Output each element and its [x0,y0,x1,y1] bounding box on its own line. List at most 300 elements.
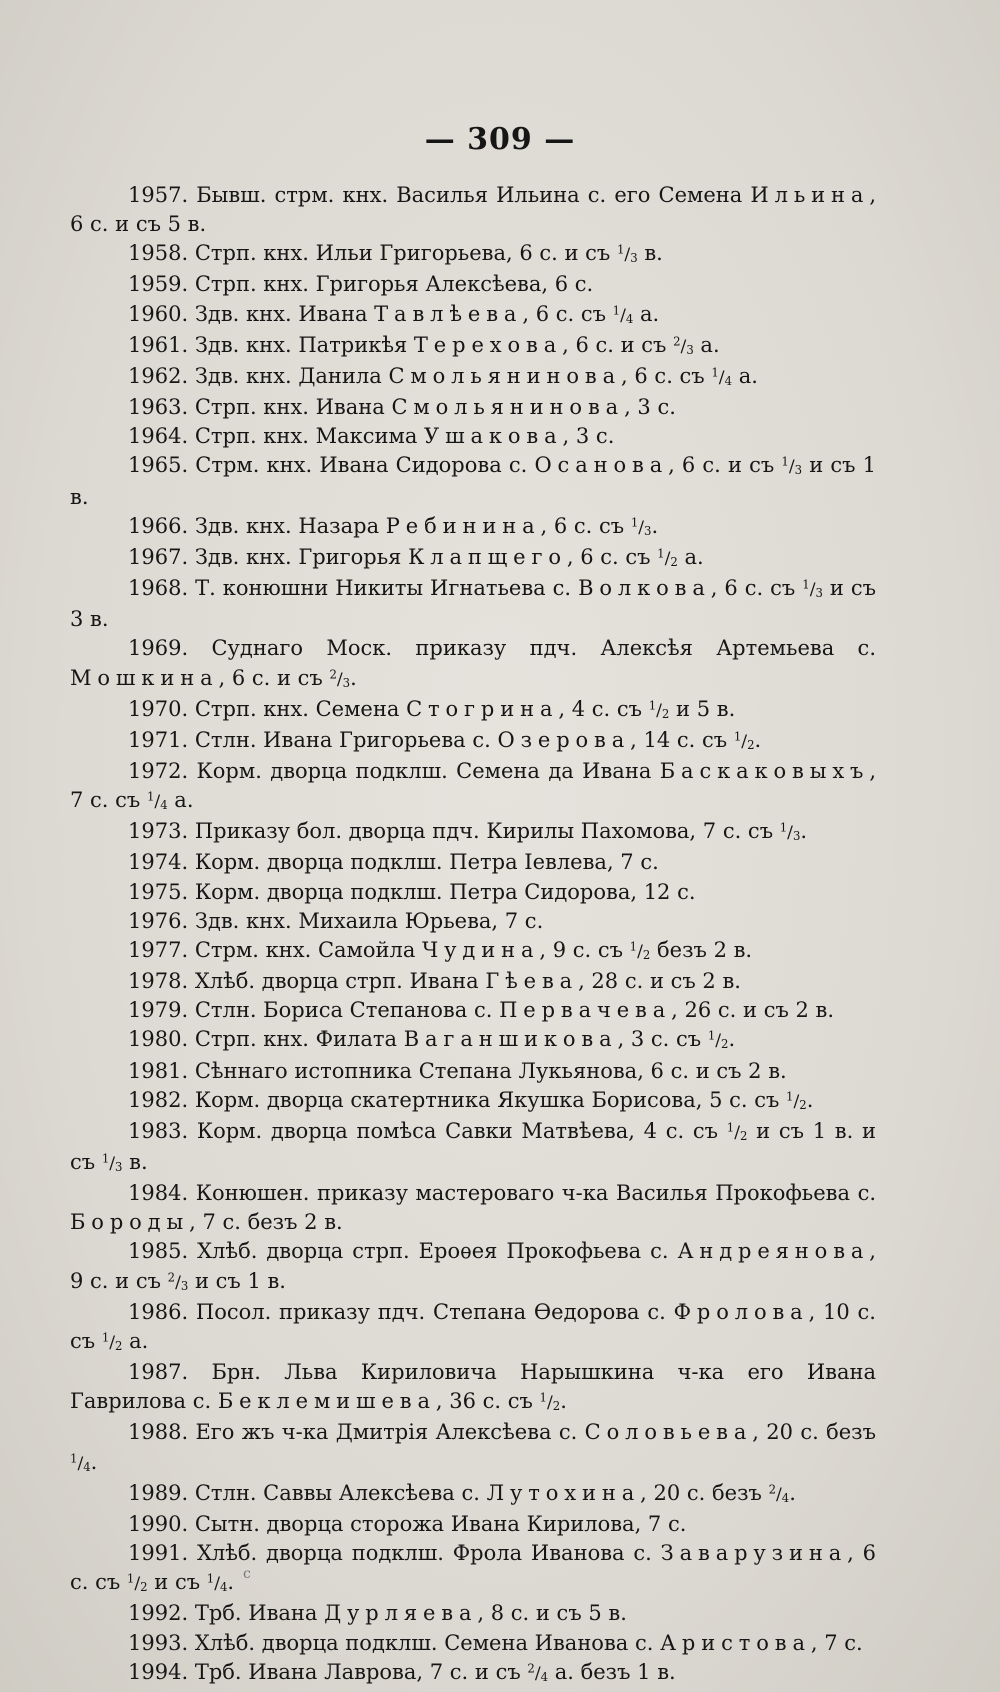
spaced-surname: Бороды [70,1210,190,1235]
entry-text: Хлѣб. дворца подклш. Семена Иванова с. [194,1630,661,1655]
entry-text: Хлѣб. дворца стрп. Ероѳея Прокофьева с. [197,1239,678,1264]
entry-text: , 20 с. безъ [752,1420,876,1445]
fraction [616,242,638,266]
fraction-denominator: 3 [630,251,638,266]
entry-1967 [70,543,876,574]
entry-text: в. [122,1150,148,1174]
spaced-surname: Стогрина [406,696,559,721]
fraction-denominator: 3 [644,523,652,538]
entry-number: 1978. [128,969,189,994]
fraction-slash: / [109,1154,116,1174]
entry-text: безъ 2 в. [650,937,753,962]
spaced-surname: Фролова [673,1299,809,1324]
fraction-denominator: 2 [670,554,678,569]
entry-text: , 6 с. съ [710,576,803,601]
entry-text: , 9 с. съ [539,937,630,962]
entry-number: 1958. [128,241,189,266]
fraction-denominator: 3 [180,1278,189,1293]
fraction [648,698,670,721]
entry-1965 [70,451,876,511]
entry-text: , 3 с. [624,395,676,420]
entry-1964 [70,422,876,451]
entry-text: Стрп. кнх. Григорья Алексѣева, 6 с. [194,272,594,297]
fraction-denominator: 3 [794,463,803,478]
entry-text: Стлн. Саввы Алексѣева с. [194,1480,487,1505]
entry-text: , 14 с. съ [630,727,734,752]
fraction-slash: / [809,580,816,601]
fraction-numerator: 2 [329,667,337,682]
entry-text: Бывш. стрм. кнх. Василья Ильина с. его Семена [196,183,751,207]
fraction [527,1661,549,1684]
fraction [802,577,823,601]
fraction-slash: / [175,1272,181,1293]
entry-text: Трб. Ивана Лаврова, 7 с. и съ [194,1659,528,1684]
entry-1993 [70,1629,876,1658]
fraction-slash: / [637,941,643,962]
entry-1984 [70,1179,876,1237]
entry-text: , 6 с. и съ 5 в. [70,183,876,237]
entry-text: , 6 с. съ [566,544,658,569]
entry-text: Стрп. кнх. Ильи Григорьева, 6 с. и съ [194,241,617,266]
entry-text: . [806,1087,814,1112]
entry-number: 1968. [128,576,189,601]
spaced-surname: Ильина [750,183,870,207]
entry-number: 1967. [128,544,189,569]
entry-text: , 6 с. и съ [668,453,782,478]
entry-1988 [70,1418,876,1478]
fraction-denominator: 2 [739,1128,748,1143]
spaced-surname: Волкова [578,576,711,601]
fraction [126,1571,148,1595]
fraction [630,515,652,538]
entry-number: 1988. [128,1420,189,1445]
entry-text: , 6 с. съ [621,363,712,388]
entry-number: 1971. [128,727,189,752]
fraction [707,1028,729,1052]
entry-1975 [70,878,876,907]
spaced-surname: Первачева [499,998,672,1023]
fraction-denominator: 2 [642,947,651,962]
fraction-slash: / [664,548,671,569]
entry-text: Сытн. дворца сторожа Ивана Кирилова, 7 с. [194,1511,687,1536]
spaced-surname: Тавлѣева [374,301,523,326]
entry-text: . [560,1389,567,1414]
entry-number: 1966. [128,513,189,538]
entry-text: а. [732,363,758,388]
entry-text: , 9 с. и съ [70,1239,876,1293]
entry-text: . [728,1027,736,1052]
fraction-denominator: 3 [792,829,801,844]
entry-text: Корм. дворца подклш. Петра Сидорова, 12 с. [194,879,696,904]
fraction-numerator: 1 [539,1390,547,1405]
fraction-numerator: 1 [629,939,638,954]
fraction-numerator: 1 [707,1028,716,1043]
entry-text: . [90,1449,98,1474]
entry-text: . [350,665,357,690]
fraction-slash: / [624,245,631,266]
fraction-denominator: 2 [661,706,670,721]
spaced-surname: Дурляева [324,1601,478,1626]
entry-text: , 36 с. съ [435,1389,540,1414]
entry-text: Брн. Льва Кириловича Нарышкина ч-ка его Ивана Гаврилова с. [70,1360,876,1414]
fraction [733,729,755,752]
entry-text: Хлѣб. дворца подклш. Фрола Иванова с. [196,1541,661,1566]
fraction-slash: / [109,1332,116,1353]
fraction-denominator: 2 [799,1097,807,1112]
entry-1989 [70,1479,876,1510]
entry-text: Стрм. кнх. Самойла [194,937,423,962]
entry-text: Здв. кнх. Григорья [194,544,409,569]
entry-1978 [70,967,876,996]
entry-1974 [70,848,876,877]
spaced-surname: Заварузина [660,1541,848,1566]
fraction-numerator: 1 [802,577,810,592]
entry-text: Стрп. кнх. Филата [194,1027,404,1052]
entry-text: Здв. кнх. Назара [194,513,386,538]
entry-text: , 3 с. [562,424,615,449]
entry-text: Корм. дворца скатертника Якушка Борисова, 5 с. съ [194,1087,787,1112]
entry-1957 [70,181,876,239]
entry-text: и съ 1 в. [70,453,876,509]
fraction-slash: / [77,1453,84,1474]
fraction [146,789,168,813]
spaced-surname: Баскаковыхъ [659,758,870,783]
entry-1987 [70,1358,876,1418]
fraction-slash: / [776,1484,782,1505]
entry-text: , 6 с. съ [522,301,613,326]
fraction-numerator: 1 [101,1151,110,1166]
entry-text: , 28 с. и съ 2 в. [578,969,741,994]
entry-1980 [70,1025,876,1056]
entry-text: , 6 с. и съ [218,665,330,690]
entry-text: а. [677,544,704,569]
fraction-slash: / [793,1091,800,1112]
fraction-numerator: 1 [657,546,665,561]
entry-number: 1993. [128,1630,189,1655]
spaced-surname: Мошкина [70,665,219,690]
fraction-denominator: 4 [160,797,168,812]
fraction [657,546,678,569]
entry-number: 1972. [128,758,189,783]
entry-text: Стрп. кнх. Максима [194,424,425,449]
fraction-slash: / [214,1574,220,1595]
entry-number: 1957. [128,183,189,207]
entry-1990 [70,1510,876,1539]
fraction [781,454,803,478]
fraction [101,1151,123,1174]
entry-text: , 10 с. съ [70,1299,876,1353]
spaced-surname: Ушакова [424,424,563,449]
spaced-surname: Аристова [660,1630,811,1655]
entry-number: 1963. [128,395,189,420]
spaced-surname: Чудина [422,937,540,962]
entry-1972 [70,757,876,817]
fraction-denominator: 4 [625,311,634,326]
fraction [206,1571,228,1595]
entry-1961 [70,331,876,362]
fraction-numerator: 2 [167,1270,176,1285]
entry-text: , 4 с. съ [558,696,649,721]
fraction-numerator: 1 [726,1120,735,1135]
entry-number: 1985. [128,1239,189,1264]
fraction-denominator: 4 [781,1490,790,1505]
fraction-slash: / [656,700,662,721]
entry-1994 [70,1658,876,1689]
entry-1970 [70,695,876,726]
entry-1969 [70,634,876,694]
entry-text: , 7 с. безъ 2 в. [189,1210,343,1235]
fraction-numerator: 1 [630,515,639,530]
entry-number: 1989. [128,1480,189,1505]
fraction-numerator: 1 [101,1330,110,1345]
entry-text: Сѣннаго истопника Степана Лукьянова, 6 с. и съ 2 в. [194,1058,787,1083]
fraction [629,939,651,962]
entry-1983 [70,1117,876,1179]
fraction-slash: / [741,731,748,752]
fraction-denominator: 3 [342,675,351,690]
fraction-denominator: 3 [815,585,823,600]
entry-1958 [70,239,876,270]
spaced-surname: Смольянинова [391,395,625,420]
entry-text: , 26 с. и съ 2 в. [671,998,835,1023]
fraction [779,820,801,844]
entry-text: Стрм. кнх. Ивана Сидорова с. [195,453,535,478]
spaced-surname: Гѣева [485,969,579,994]
fraction-numerator: 1 [616,242,625,257]
entry-text: , 7 с. съ [70,758,876,813]
fraction-slash: / [638,517,645,538]
entry-1966 [70,512,876,543]
fraction-denominator: 2 [552,1399,561,1413]
entry-text: а. [693,332,720,357]
entry-number: 1976. [128,908,189,933]
entry-number: 1962. [128,363,189,388]
entry-text: Стлн. Ивана Григорьева с. [194,727,498,752]
entry-text: , 6 с. съ [70,1541,876,1595]
entry-text: а. [633,301,660,326]
entry-text: Стрп. кнх. Ивана [194,395,392,420]
entry-number: 1987. [128,1360,189,1385]
fraction-slash: / [620,305,626,326]
entry-text: , 6 с. съ [540,513,631,538]
entry-number: 1969. [128,636,189,661]
spaced-surname: Беклемишева [217,1389,436,1414]
fraction-slash: / [680,336,687,357]
entry-number: 1992. [128,1601,189,1626]
entry-1971 [70,726,876,757]
stray-mark: с [243,1566,251,1582]
fraction-numerator: 1 [146,789,155,804]
spaced-surname: Ребинина [385,513,541,538]
fraction [329,667,351,690]
fraction [673,334,694,357]
entry-number: 1984. [128,1181,189,1206]
spaced-surname: Клапщего [408,544,567,569]
fraction-denominator: 2 [747,737,755,752]
fraction-numerator: 2 [527,1661,535,1676]
entry-number: 1990. [128,1511,189,1536]
fraction-numerator: 1 [126,1571,135,1586]
entry-1963 [70,393,876,422]
fraction-slash: / [134,1574,141,1595]
entry-text: и съ [147,1570,207,1595]
entry-text: а. [167,788,194,813]
fraction-numerator: 1 [779,820,788,835]
entry-text: , 3 с. съ [617,1027,708,1052]
fraction [167,1270,189,1293]
fraction-numerator: 1 [786,1089,794,1104]
entry-number: 1964. [128,424,189,449]
entry-text: Корм. дворца подклш. Семена да Ивана [196,758,660,783]
entry-text: , 8 с. и съ 5 в. [477,1601,627,1626]
entry-text: Суднаго Моск. приказу пдч. Алексѣя Артемьева с. [211,636,876,661]
fraction-slash: / [715,1031,722,1052]
entry-text: Хлѣб. дворца стрп. Ивана [194,969,486,994]
entry-text: а. [122,1328,149,1353]
fraction-denominator: 4 [83,1459,91,1474]
fraction-slash: / [336,669,343,690]
entry-number: 1981. [128,1058,189,1083]
fraction [768,1482,790,1505]
entry-text: Здв. кнх. Патрикѣя [194,332,414,357]
entry-1959 [70,270,876,299]
entry-1968 [70,574,876,634]
page-number: — 309 — [424,122,576,157]
entry-1991 [70,1539,876,1599]
entry-text: . [754,727,762,752]
fraction-slash: / [718,367,725,388]
entry-number: 1980. [128,1027,189,1052]
fraction-denominator: 4 [219,1579,228,1594]
fraction-slash: / [546,1393,553,1414]
entry-list [70,181,876,1689]
entry-number: 1986. [128,1299,189,1324]
fraction [539,1390,561,1414]
entry-text: Корм. дворца подклш. Петра Іевлева, 7 с. [194,850,659,875]
fraction-numerator: 1 [612,303,621,318]
entry-text: Посол. приказу пдч. Степана Ѳедорова с. [195,1299,674,1324]
entry-text: . [227,1570,235,1595]
entry-1960 [70,300,876,331]
entry-text: Т. конюшни Никиты Игнатьева с. [195,576,579,601]
entry-number: 1994. [128,1659,189,1684]
entry-text: Стлн. Бориса Степанова с. [194,998,500,1023]
entry-text: Его жъ ч-ка Дмитрія Алексѣева с. [195,1420,585,1445]
fraction-numerator: 1 [711,365,719,380]
spaced-surname: Осанова [534,453,669,478]
entry-1979 [70,996,876,1025]
entry-number: 1965. [128,453,189,478]
entry-1973 [70,817,876,848]
entry-text: и съ 1 в. и съ [70,1118,876,1174]
fraction-slash: / [534,1663,541,1684]
fraction-denominator: 4 [540,1669,549,1684]
entry-text: Корм. дворца помѣса Савки Матвѣева, 4 с. съ [196,1118,727,1143]
entry-number: 1979. [128,998,189,1023]
entry-1977 [70,936,876,967]
fraction-denominator: 2 [115,1338,123,1353]
fraction [786,1089,807,1112]
entry-text: и съ 3 в. [70,576,876,632]
fraction [726,1120,748,1143]
entry-number: 1991. [128,1541,189,1566]
fraction-slash: / [734,1122,740,1143]
entry-text: и съ 1 в. [188,1268,286,1293]
spaced-surname: Терехова [413,332,563,357]
fraction-numerator: 1 [733,729,742,744]
fraction-slash: / [788,457,795,478]
entry-1986 [70,1298,876,1358]
spaced-surname: Смольянинова [388,363,622,388]
entry-1981 [70,1057,876,1086]
entry-text: Трб. Ивана [194,1601,325,1626]
fraction-numerator: 1 [781,454,789,469]
entry-text: Здв. кнх. Данила [194,363,389,388]
fraction-denominator: 4 [724,373,733,388]
spaced-surname: Ваганшикова [403,1027,618,1052]
fraction-slash: / [154,792,161,813]
fraction-numerator: 2 [673,334,681,349]
fraction-numerator: 1 [206,1571,215,1586]
fraction [101,1330,123,1353]
fraction-denominator: 2 [721,1037,729,1052]
fraction-slash: / [787,823,793,844]
entry-1982 [70,1086,876,1117]
fraction-denominator: 2 [140,1579,148,1594]
entry-number: 1970. [128,696,189,721]
fraction-denominator: 3 [115,1159,123,1174]
entry-text: в. [637,241,663,266]
fraction [711,365,733,388]
entry-number: 1974. [128,850,189,875]
entry-text: Здв. кнх. Ивана [194,301,375,326]
entry-1985 [70,1237,876,1297]
entry-text: , 7 с. [810,1630,863,1655]
entry-number: 1960. [128,301,189,326]
entry-text: . [800,819,808,844]
entry-text: , 6 с. и съ [562,332,674,357]
fraction-numerator: 2 [768,1482,776,1497]
fraction-numerator: 1 [70,1451,78,1466]
entry-1992 [70,1599,876,1628]
spaced-surname: Соловьева [584,1420,753,1445]
spaced-surname: Лутохина [486,1480,641,1505]
fraction-denominator: 3 [686,342,694,357]
entry-text: и 5 в. [669,696,736,721]
entry-number: 1983. [128,1118,189,1143]
entry-text: . [651,513,659,538]
entry-number: 1982. [128,1087,189,1112]
entry-number: 1961. [128,332,189,357]
fraction-numerator: 1 [648,698,657,713]
spaced-surname: Андреянова [677,1239,870,1264]
entry-text: , 20 с. безъ [640,1480,769,1505]
entry-number: 1975. [128,879,189,904]
entry-text: . [789,1480,796,1505]
entry-text: Здв. кнх. Михаила Юрьева, 7 с. [194,908,544,933]
entry-text: Стрп. кнх. Семена [194,696,407,721]
fraction [612,303,634,326]
fraction [70,1451,91,1474]
entry-number: 1973. [128,819,189,844]
entry-number: 1977. [128,937,189,962]
entry-text: Приказу бол. дворца пдч. Кирилы Пахомова, 7 с. съ [194,819,780,844]
entry-text: а. безъ 1 в. [548,1659,676,1684]
spaced-surname: Озерова [497,727,631,752]
entry-number: 1959. [128,272,189,297]
entry-1976 [70,907,876,936]
entry-text: Конюшен. приказу мастероваго ч-ка Василья Прокофьева с. [195,1181,877,1206]
